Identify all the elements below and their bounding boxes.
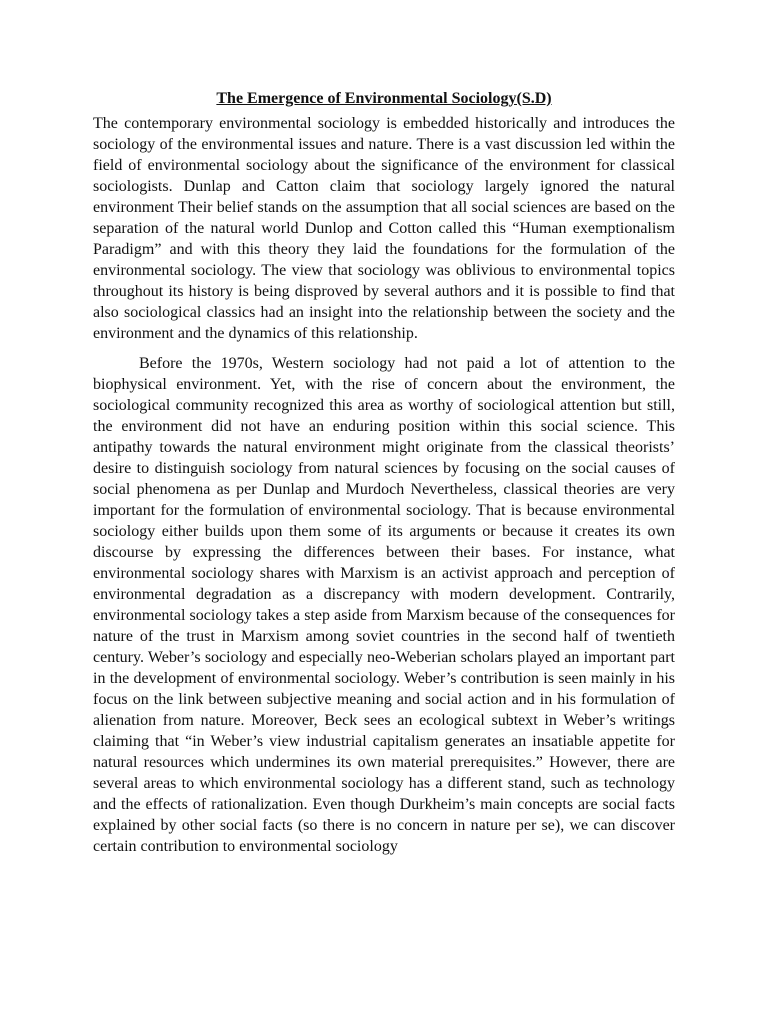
document-title: The Emergence of Environmental Sociology(S.D) (216, 90, 552, 107)
paragraph-1: The contemporary environmental sociology is embedded historically and introduces the sociology of the environmental issues and nature. There is a vast discussion led within the field of environmental sociology about the significance of the environment for classical sociologists. Dunlap and Catton claim that sociology largely ignored the natural environment Their belief stands on the assumption that all social sciences are based on the separation of the natural world Dunlop and Cotton called this “Human exemptionalism Paradigm” and with this theory they laid the foundations for the formulation of the environmental sociology. The view that sociology was oblivious to environmental topics throughout its history is being disproved by several authors and it is possible to find that also sociological classics had an insight into the relationship between the society and the environment and the dynamics of this relationship. (93, 115, 675, 342)
paragraph-2: Before the 1970s, Western sociology had not paid a lot of attention to the biophysical environment. Yet, with the rise of concern about the environment, the sociological community recognized this area as worthy of sociological attention but still, the environment did not have an enduring position within this social science. This antipathy towards the natural environment might originate from the classical theorists’ desire to distinguish sociology from natural sciences by focusing on the social causes of social phenomena as per Dunlap and Murdoch Nevertheless, classical theories are very important for the formulation of environmental sociology. That is because environmental sociology either builds upon them some of its arguments or because it creates its own discourse by expressing the differences between their bases. For instance, what environmental sociology shares with Marxism is an activist approach and perception of environmental degradation as a discrepancy with modern development. Contrarily, environmental sociology takes a step aside from Marxism because of the consequences for nature of the trust in Marxism among soviet countries in the second half of twentieth century. Weber’s sociology and especially neo-Weberian scholars played an important part in the development of environmental sociology. Weber’s contribution is seen mainly in his focus on the link between subjective meaning and social action and in his formulation of alienation from nature. Moreover, Beck sees an ecological subtext in Weber’s writings claiming that “in Weber’s view industrial capitalism generates an insatiable appetite for natural resources which undermines its own material prerequisites.” However, there are several areas to which environmental sociology has a different stand, such as technology and the effects of rationalization. Even though Durkheim’s main concepts are social facts explained by other social facts (so there is no concern in nature per se), we can discover certain contribution to environmental sociology (93, 355, 675, 855)
document-body (93, 88, 675, 857)
